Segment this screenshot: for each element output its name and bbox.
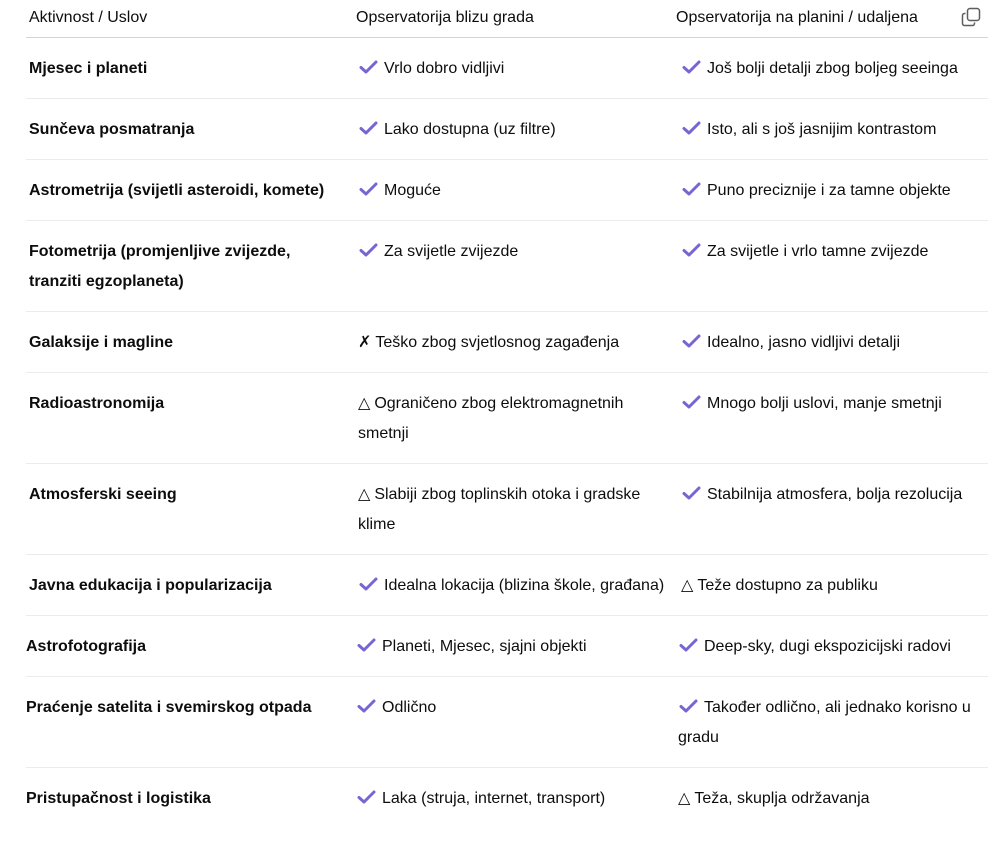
activity-label: Pristupačnost i logistika [26,790,211,807]
activity-label: Astrometrija (svijetli asteroidi, komete) [29,182,325,199]
comparison-table [26,0,988,828]
table-row [26,99,988,160]
table-row [26,677,988,768]
table-header-row [26,0,988,38]
activity-cell [26,373,356,464]
header-remote: Opservatorija na planini / udaljena [676,0,988,38]
near-city-cell [356,99,676,160]
remote-cell [676,38,988,99]
remote-cell [676,99,988,160]
activity-cell [26,221,356,312]
activity-label: Mjesec i planeti [29,60,148,77]
check-icon [681,120,702,136]
check-icon [356,789,377,805]
table-row [26,768,988,829]
cell-text: Teža, skuplja održavanja [694,790,870,807]
cell-text: Ograničeno zbog elektromagnetnih smetnji [358,395,624,442]
check-icon [678,698,699,714]
check-icon [681,394,702,410]
cell-text: Planeti, Mjesec, sjajni objekti [382,638,587,655]
near-city-cell [356,221,676,312]
remote-cell [676,312,988,373]
cell-text: Idealna lokacija (blizina škole, građana) [384,577,665,594]
near-city-cell [356,464,676,555]
header-activity: Aktivnost / Uslov [26,0,356,38]
warning-triangle-icon: △ [358,395,371,412]
near-city-cell [356,373,676,464]
check-icon [681,181,702,197]
cell-text: Još bolji detalji zbog boljeg seeinga [707,60,958,77]
cell-text: Teže dostupno za publiku [697,577,878,594]
activity-cell [26,464,356,555]
activity-label: Javna edukacija i popularizacija [29,577,272,594]
cell-text: Za svijetle i vrlo tamne zvijezde [707,243,929,260]
activity-label: Astrofotografija [26,638,146,655]
check-icon [358,120,379,136]
activity-cell [26,768,356,829]
remote-cell [676,221,988,312]
header-near-city: Opservatorija blizu grada [356,0,676,38]
activity-cell [26,160,356,221]
activity-label: Atmosferski seeing [29,486,177,503]
remote-cell [676,768,988,829]
activity-cell [26,99,356,160]
check-icon [681,242,702,258]
activity-cell [26,677,356,768]
copy-icon[interactable] [961,7,981,27]
cell-text: Za svijetle zvijezde [384,243,519,260]
cell-text: Puno preciznije i za tamne objekte [707,182,951,199]
activity-label: Galaksije i magline [29,334,174,351]
remote-cell [676,555,988,616]
remote-cell [676,616,988,677]
activity-label: Radioastronomija [29,395,165,412]
check-icon [678,637,699,653]
check-icon [358,181,379,197]
table-row [26,616,988,677]
cell-text: Deep-sky, dugi ekspozicijski radovi [704,638,951,655]
near-city-cell [356,677,676,768]
check-icon [358,59,379,75]
cell-text: Slabiji zbog toplinskih otoka i gradske klime [358,486,641,533]
activity-cell [26,555,356,616]
cell-text: Stabilnija atmosfera, bolja rezolucija [707,486,963,503]
near-city-cell [356,616,676,677]
near-city-cell [356,768,676,829]
remote-cell [676,160,988,221]
near-city-cell [356,160,676,221]
activity-cell [26,312,356,373]
check-icon [356,637,377,653]
warning-triangle-icon: △ [358,486,371,503]
cross-icon: ✗ [358,334,372,351]
cell-text: Lako dostupna (uz filtre) [384,121,556,138]
check-icon [681,485,702,501]
cell-text: Mnogo bolji uslovi, manje smetnji [707,395,942,412]
table-row [26,38,988,99]
check-icon [358,242,379,258]
check-icon [358,576,379,592]
cell-text: Također odlično, ali jednako korisno u gradu [678,699,971,746]
table-row [26,555,988,616]
table-row [26,221,988,312]
cell-text: Isto, ali s još jasnijim kontrastom [707,121,937,138]
activity-label: Fotometrija (promjenljive zvijezde, tranziti egzoplaneta) [29,243,291,290]
activity-cell [26,616,356,677]
cell-text: Moguće [384,182,441,199]
remote-cell [676,373,988,464]
activity-label: Praćenje satelita i svemirskog otpada [26,699,312,716]
cell-text: Laka (struja, internet, transport) [382,790,606,807]
table-row [26,464,988,555]
table-row [26,373,988,464]
table-row [26,312,988,373]
cell-text: Odlično [382,699,437,716]
remote-cell [676,677,988,768]
activity-cell [26,38,356,99]
near-city-cell [356,312,676,373]
remote-cell [676,464,988,555]
cell-text: Teško zbog svjetlosnog zagađenja [375,334,620,351]
cell-text: Idealno, jasno vidljivi detalji [707,334,900,351]
check-icon [681,59,702,75]
near-city-cell [356,555,676,616]
check-icon [681,333,702,349]
warning-triangle-icon: △ [678,790,691,807]
table-row [26,160,988,221]
cell-text: Vrlo dobro vidljivi [384,60,505,77]
activity-label: Sunčeva posmatranja [29,121,195,138]
check-icon [356,698,377,714]
warning-triangle-icon: △ [681,577,694,594]
near-city-cell [356,38,676,99]
